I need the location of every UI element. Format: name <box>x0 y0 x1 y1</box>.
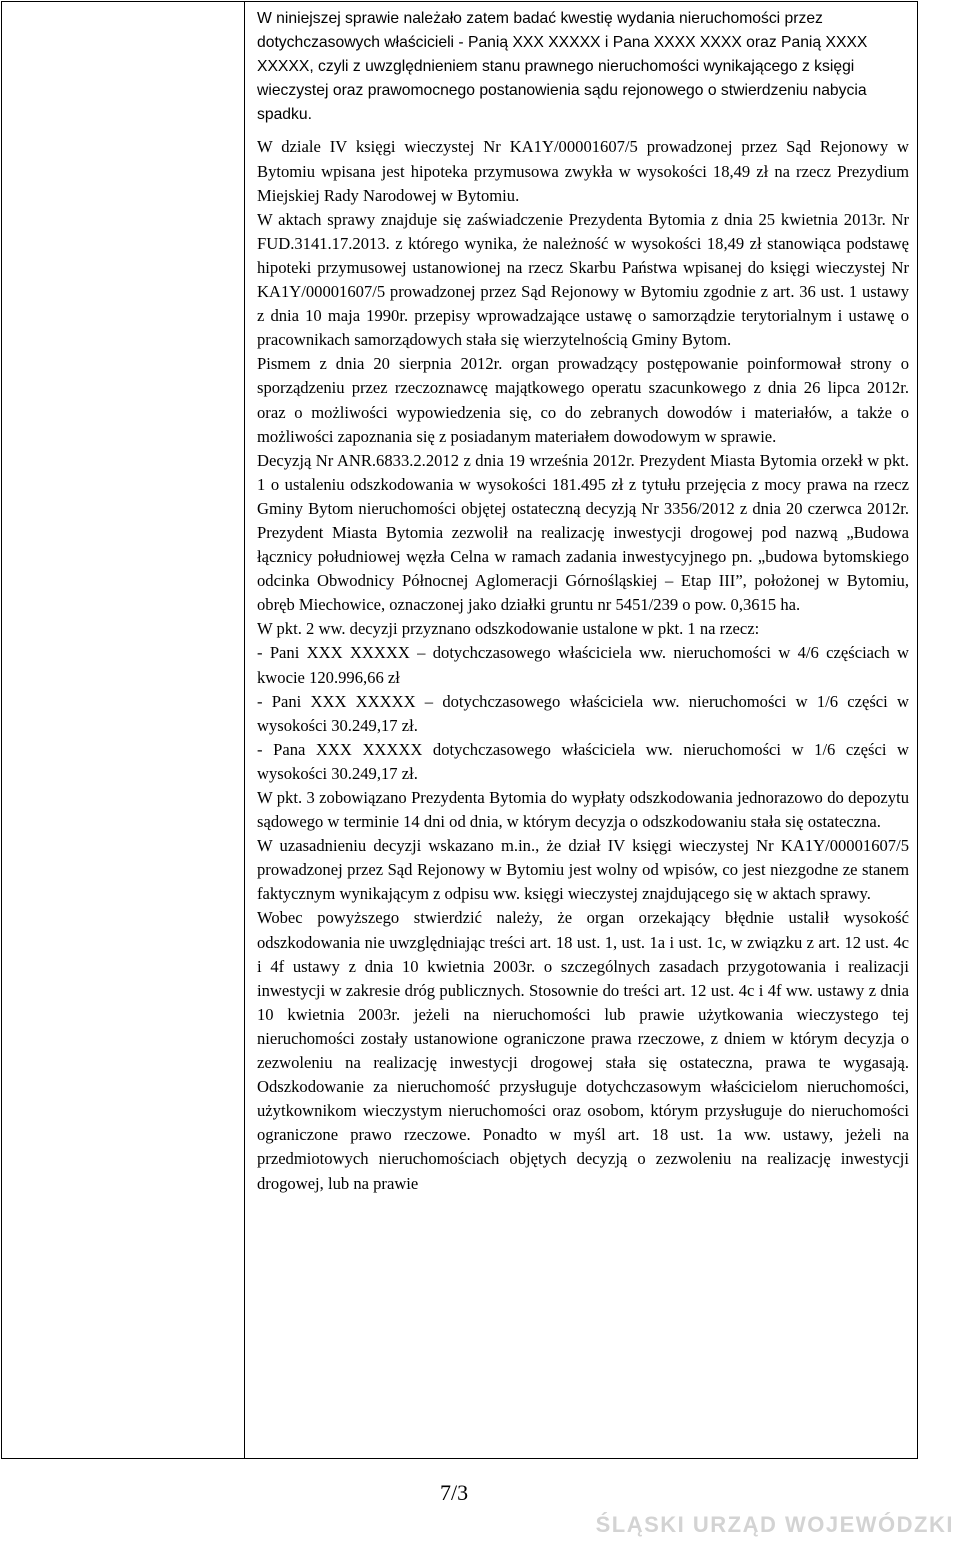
paragraph-point-3: W pkt. 3 zobowiązano Prezydenta Bytomia do wypłaty odszkodowania jednorazowo do depozytu sądowego w terminie 14 dni od dnia, w którym decyzja o odszkodowaniu stała się ostateczna. <box>257 788 909 832</box>
paragraph-letter: Pismem z dnia 20 sierpnia 2012r. organ prowadzący postępowanie poinformował strony o sporządzeniu przez rzeczoznawcę majątkowego operatu szacunkowego z dnia 26 lipca 2012r. oraz o możliwości wypowiedzenia się, co do zebranych dowodów i materiałów, a także o możliwości zapoznania się z posiadanym materiałem dowodowym w sprawie. <box>257 354 909 446</box>
paragraph-decision: Decyzją Nr ANR.6833.2.2012 z dnia 19 września 2012r. Prezydent Miasta Bytomia orzekł w pkt. 1 o ustaleniu odszkodowania w wysokości 181.495 zł z tytułu przejęcia z mocy prawa na rzecz Gminy Bytom nieruchomości objętej ostateczną decyzją Nr 3356/2012 z dnia 20 czerwca 2012r. Prezydent Miasta Bytomia zezwolił na realizację inwestycji drogowej pod nazwą „Budowa łącznicy południowej węzła Celna w ramach zadania inwestycyjnego pn. „budowa bytomskiego odcinka Obwodnicy Północnej Aglomeracji Górnośląskiej – Etap III”, położonej w Bytomiu, obręb Miechowice, oznaczonej jako działki gruntu nr 5451/239 o pow. 0,3615 ha. <box>257 450 909 615</box>
document-table <box>1 1 918 1459</box>
left-margin-cell <box>2 2 245 1458</box>
paragraph-justification: W uzasadnieniu decyzji wskazano m.in., że dział IV księgi wieczystej Nr KA1Y/00001607/5 prowadzonej przez Sąd Rejonowy w Bytomiu jest wolny od wpisów, co jest niezgodne ze stanem faktycznym wynikającym z odpisu ww. księgi wieczystej znajdującego się w aktach sprawy. <box>257 836 909 904</box>
page-number: 7/3 <box>440 1480 469 1505</box>
paragraph-conclusion: Wobec powyższego stwierdzić należy, że organ orzekający błędnie ustalił wysokość odszkodowania nie uwzględniając treści art. 18 ust. 1, ust. 1a i ust. 1c, w związku z art. 12 ust. 4c i 4f ustawy z dnia 10 kwietnia 2003r. o szczególnych zasadach przygotowania i realizacji inwestycji w zakresie dróg publicznych. Stosownie do treści art. 12 ust. 4c i 4f ww. ustawy z dnia 10 kwietnia 2003r. jeżeli na nieruchomości lub prawie użytkowania wieczystego tej nieruchomości zostały ustanowione ograniczone prawa rzeczowe, z dniem w którym decyzja o zezwoleniu na realizację inwestycji drogowej stała się ostateczna, prawa te wygasają. Odszkodowanie za nieruchomość przysługuje dotychczasowym właścicielom nieruchomości, użytkownikom wieczystym nieruchomości oraz osobom, którym przysługuje do nieruchomości ograniczone prawo rzeczowe. Ponadto w myśl art. 18 ust. 1a ww. ustawy, jeżeli na przedmiotowych nieruchomościach objętych decyzją o zezwoleniu na realizację inwestycji drogowej, lub na prawie <box>257 908 909 1193</box>
document-body <box>257 7 909 1196</box>
paragraph-point-2: W pkt. 2 ww. decyzji przyznano odszkodowanie ustalone w pkt. 1 na rzecz: <box>257 619 760 639</box>
paragraph-certificate: W aktach sprawy znajduje się zaświadczenie Prezydenta Bytomia z dnia 25 kwietnia 2013r. Nr FUD.3141.17.2013. z którego wynika, że należność w wysokości 18,49 zł stanowiąca podstawę hipoteki przymusowej ustanowionej na rzecz Skarbu Państwa wpisanej do księgi wieczystej Nr KA1Y/00001607/5 prowadzonej przez Sąd Rejonowy w Bytomiu zgodnie z art. 36 ust. 1 ustawy z dnia 10 maja 1990r. przepisy wprowadzające ustawę o samorządzie terytorialnym i ustawę o pracownikach samorządowych stała się wierzytelnością Gminy Bytom. <box>257 209 909 350</box>
paragraph-recipient-2: - Pani XXX XXXXX – dotychczasowego właściciela ww. nieruchomości w 1/6 części w wysokości 30.249,17 zł. <box>257 691 909 735</box>
paragraph-mortgage: W dziale IV księgi wieczystej Nr KA1Y/00001607/5 prowadzonej przez Sąd Rejonowy w Bytomiu wpisana jest hipoteka przymusowa zwykła w wysokości 18,49 zł na rzecz Prezydium Miejskiej Rady Narodowej w Bytomiu. <box>257 137 909 205</box>
paragraph-recipient-3: - Pana XXX XXXXX dotychczasowego właściciela ww. nieruchomości w 1/6 części w wysokości 30.249,17 zł. <box>257 739 909 783</box>
paragraph-intro: W niniejszej sprawie należało zatem badać kwestię wydania nieruchomości przez dotychczasowych właścicieli - Panią XXX XXXXX i Pana XXXX XXXX oraz Panią XXXX XXXXX, czyli z uwzględnieniem stanu prawnego nieruchomości wynikającego z księgi wieczystej oraz prawomocnego postanowienia sądu rejonowego o stwierdzeniu nabycia spadku. <box>257 10 868 124</box>
paragraph-recipient-1: - Pani XXX XXXXX – dotychczasowego właściciela ww. nieruchomości w 4/6 częściach w kwocie 120.996,66 zł <box>257 643 909 687</box>
watermark-text: ŚLĄSKI URZĄD WOJEWÓDZKI <box>595 1512 954 1537</box>
